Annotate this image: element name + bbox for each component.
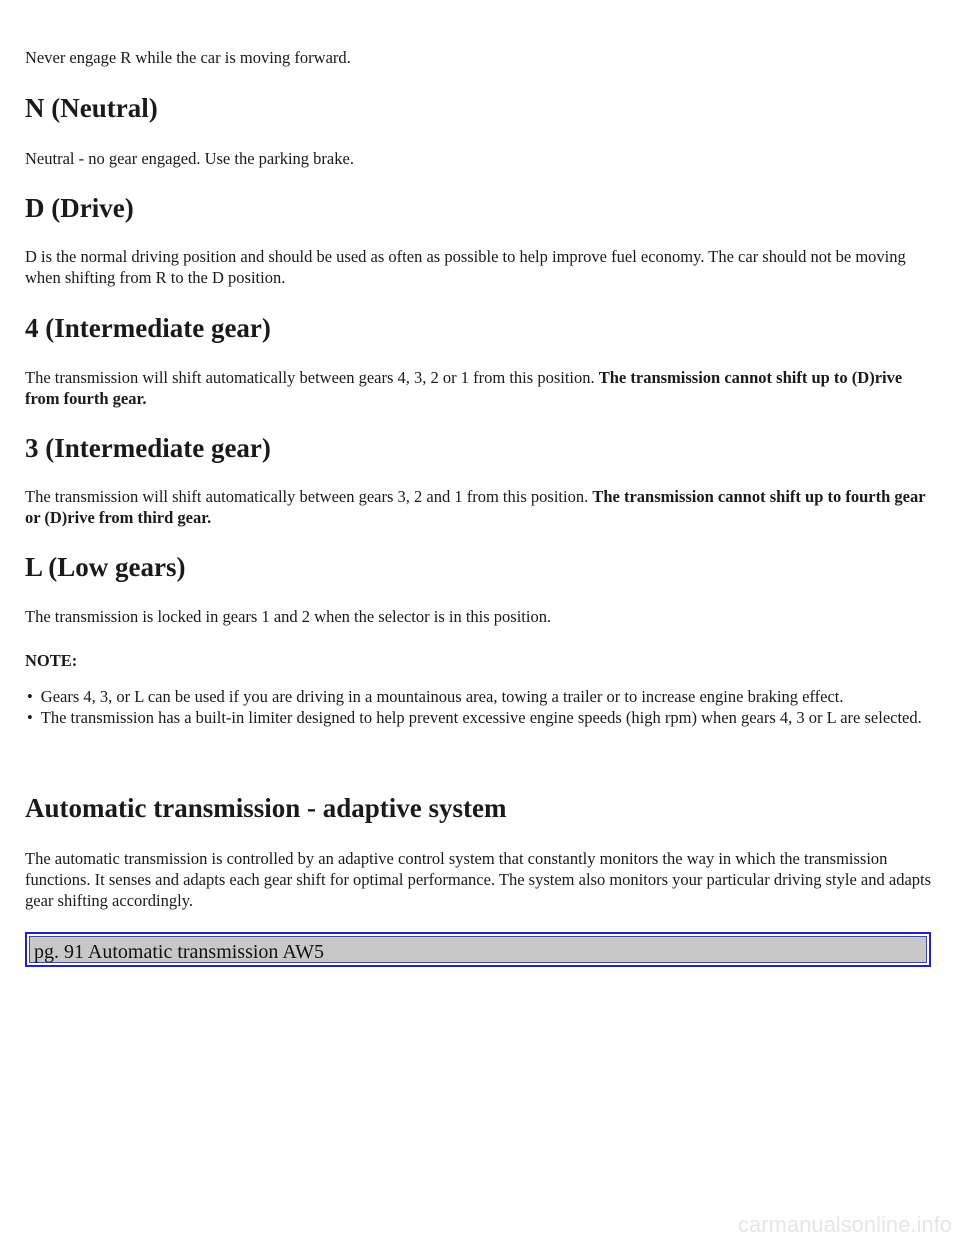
heading-adaptive: Automatic transmission - adaptive system	[25, 793, 507, 823]
heading-neutral: N (Neutral)	[25, 93, 158, 123]
text-drive: D is the normal driving position and should be used as often as possible to help improve fuel economy. The car should not be moving when shifting from R to the D position.	[25, 247, 906, 287]
page-footer-link[interactable]	[25, 932, 931, 967]
page-footer-label: pg. 91 Automatic transmission AW5	[34, 941, 325, 963]
text-gear-3-normal: The transmission will shift automatically between gears 3, 2 and 1 from this position.	[25, 487, 589, 506]
text-low: The transmission is locked in gears 1 and 2 when the selector is in this position.	[25, 607, 552, 626]
heading-low: L (Low gears)	[25, 552, 186, 582]
bullet-dot-icon: •	[27, 687, 33, 706]
heading-gear-3: 3 (Intermediate gear)	[25, 433, 271, 463]
page-footer-inner	[29, 936, 927, 963]
intro-text: Never engage R while the car is moving forward.	[25, 48, 351, 67]
text-gear-4-bold: The transmission cannot shift up to (D)rive from fourth gear.	[25, 368, 903, 408]
heading-drive: D (Drive)	[25, 193, 134, 223]
note-label: NOTE:	[25, 651, 78, 670]
note-bullet-2: • The transmission has a built-in limiter designed to help prevent excessive engine speeds (high rpm) when gears 4, 3 or L are selected.	[27, 708, 922, 727]
text-adaptive: The automatic transmission is controlled by an adaptive control system that constantly monitors the way in which the transmission functions. It senses and adapts each gear shift for optimal performance. The system also monitors your particular driving style and adapts gear shifting accordingly.	[25, 849, 932, 910]
text-gear-4-normal: The transmission will shift automatically between gears 4, 3, 2 or 1 from this position.	[25, 368, 595, 387]
watermark: carmanualsonline.info	[737, 1212, 952, 1237]
text-neutral: Neutral - no gear engaged. Use the parking brake.	[25, 149, 354, 168]
bullet-dot-icon: •	[27, 708, 33, 727]
note-bullet-1: • Gears 4, 3, or L can be used if you are driving in a mountainous area, towing a trailer or to increase engine braking effect.	[27, 687, 844, 706]
text-gear-3	[25, 486, 935, 528]
heading-gear-4: 4 (Intermediate gear)	[25, 313, 271, 343]
text-gear-4	[25, 367, 935, 409]
note-bullet-list	[25, 686, 935, 728]
text-gear-3-bold: The transmission cannot shift up to fourth gear or (D)rive from third gear.	[25, 487, 926, 527]
